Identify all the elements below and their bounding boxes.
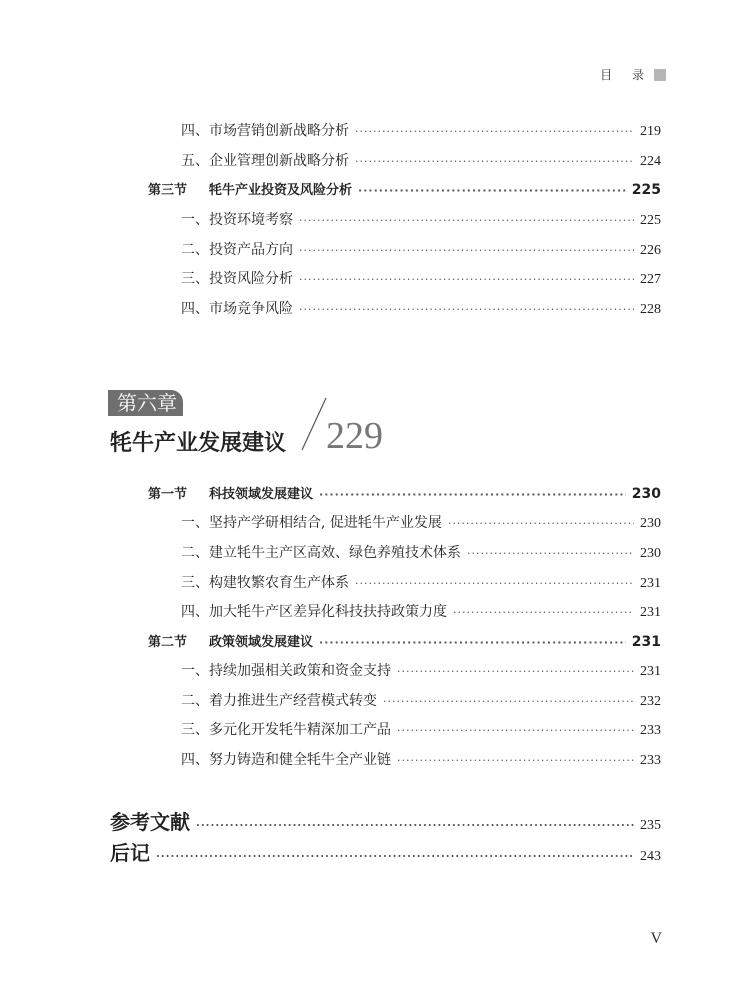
toc-item[interactable] bbox=[181, 662, 661, 681]
section-label: 科技领域发展建议 bbox=[209, 487, 314, 502]
toc-item-page: 227 bbox=[640, 272, 661, 287]
toc-item-label: 二、投资产品方向 bbox=[181, 242, 293, 258]
toc-item[interactable] bbox=[181, 603, 661, 622]
header-title: 目 录 bbox=[600, 68, 652, 82]
toc-item-label: 四、加大牦牛产区差异化科技扶持政策力度 bbox=[181, 604, 447, 620]
leader-dots bbox=[319, 634, 626, 652]
toc-item-page: 231 bbox=[640, 576, 661, 591]
leader-dots bbox=[397, 722, 634, 740]
toc-item-page: 225 bbox=[640, 213, 661, 228]
toc-item-label: 四、市场竞争风险 bbox=[181, 301, 293, 317]
toc-item-label: 二、建立牦牛主产区高效、绿色养殖技术体系 bbox=[181, 545, 461, 561]
toc-item-label: 一、持续加强相关政策和资金支持 bbox=[181, 663, 391, 679]
leader-dots bbox=[299, 301, 634, 319]
toc-item-page: 228 bbox=[640, 302, 661, 317]
toc-item[interactable] bbox=[181, 300, 661, 319]
afterword-label: 后记 bbox=[110, 841, 150, 865]
toc-section-2[interactable] bbox=[148, 633, 661, 652]
toc-item[interactable] bbox=[181, 122, 661, 141]
toc-item-page: 233 bbox=[640, 753, 661, 768]
toc-item[interactable] bbox=[181, 751, 661, 770]
toc-item-label: 一、投资环境考察 bbox=[181, 212, 293, 228]
section-page: 230 bbox=[631, 486, 661, 502]
toc-item-page: 231 bbox=[640, 605, 661, 620]
toc-item-page: 219 bbox=[640, 124, 661, 139]
leader-dots bbox=[156, 845, 634, 869]
toc-item-label: 二、着力推进生产经营模式转变 bbox=[181, 693, 377, 709]
leader-dots bbox=[355, 575, 634, 593]
section-label: 政策领域发展建议 bbox=[209, 635, 314, 650]
leader-dots bbox=[453, 604, 634, 622]
toc-item-page: 224 bbox=[640, 154, 661, 169]
leader-dots bbox=[467, 545, 634, 563]
section-number: 第二节 bbox=[148, 635, 188, 650]
leader-dots bbox=[358, 182, 626, 200]
chapter-title[interactable]: 牦牛产业发展建议 bbox=[110, 431, 287, 456]
leader-dots bbox=[196, 814, 634, 838]
references-page: 235 bbox=[640, 818, 661, 833]
running-header bbox=[600, 66, 666, 83]
toc-item[interactable] bbox=[181, 721, 661, 740]
toc-section-heading bbox=[148, 486, 313, 504]
toc-item[interactable] bbox=[181, 211, 661, 230]
toc-item[interactable] bbox=[181, 270, 661, 289]
toc-item-page: 232 bbox=[640, 694, 661, 709]
toc-section-heading bbox=[148, 182, 352, 200]
toc-item-page: 230 bbox=[640, 546, 661, 561]
toc-item-label: 三、构建牧繁农育生产体系 bbox=[181, 575, 349, 591]
toc-item-label: 三、投资风险分析 bbox=[181, 271, 293, 287]
toc-item[interactable] bbox=[181, 241, 661, 260]
afterword-page: 243 bbox=[640, 849, 661, 864]
page-folio: V bbox=[650, 930, 662, 947]
toc-afterword[interactable] bbox=[110, 841, 661, 869]
toc-item-page: 233 bbox=[640, 723, 661, 738]
toc-item[interactable] bbox=[181, 544, 661, 563]
toc-item-label: 三、多元化开发牦牛精深加工产品 bbox=[181, 722, 391, 738]
section-number: 第一节 bbox=[148, 487, 188, 502]
header-square-icon bbox=[654, 69, 666, 81]
leader-dots bbox=[397, 663, 634, 681]
section-page: 231 bbox=[631, 634, 661, 650]
toc-section-3[interactable] bbox=[148, 181, 661, 200]
toc-section-heading bbox=[148, 634, 313, 652]
section-number: 第三节 bbox=[148, 183, 188, 198]
toc-item[interactable] bbox=[181, 692, 661, 711]
references-label: 参考文献 bbox=[110, 810, 190, 834]
toc-references[interactable] bbox=[110, 810, 661, 838]
toc-section-1[interactable] bbox=[148, 485, 661, 504]
leader-dots bbox=[355, 153, 634, 171]
leader-dots bbox=[299, 271, 634, 289]
leader-dots bbox=[299, 242, 634, 260]
section-label: 牦牛产业投资及风险分析 bbox=[209, 183, 353, 198]
leader-dots bbox=[355, 123, 634, 141]
leader-dots bbox=[299, 212, 634, 230]
toc-item-page: 230 bbox=[640, 516, 661, 531]
leader-dots bbox=[397, 752, 634, 770]
leader-dots bbox=[448, 515, 634, 533]
toc-item[interactable] bbox=[181, 152, 661, 171]
chapter-slash-divider bbox=[300, 396, 328, 452]
leader-dots bbox=[319, 486, 626, 504]
toc-item-page: 231 bbox=[640, 664, 661, 679]
chapter-badge: 第六章 bbox=[108, 390, 183, 416]
toc-item[interactable] bbox=[181, 514, 661, 533]
chapter-page-number: 229 bbox=[326, 415, 383, 457]
leader-dots bbox=[383, 693, 634, 711]
section-page: 225 bbox=[631, 182, 661, 198]
toc-item[interactable] bbox=[181, 574, 661, 593]
toc-item-page: 226 bbox=[640, 243, 661, 258]
toc-item-label: 四、市场营销创新战略分析 bbox=[181, 123, 349, 139]
toc-item-label: 五、企业管理创新战略分析 bbox=[181, 153, 349, 169]
toc-item-label: 一、坚持产学研相结合, 促进牦牛产业发展 bbox=[181, 515, 442, 531]
toc-item-label: 四、努力铸造和健全牦牛全产业链 bbox=[181, 752, 391, 768]
